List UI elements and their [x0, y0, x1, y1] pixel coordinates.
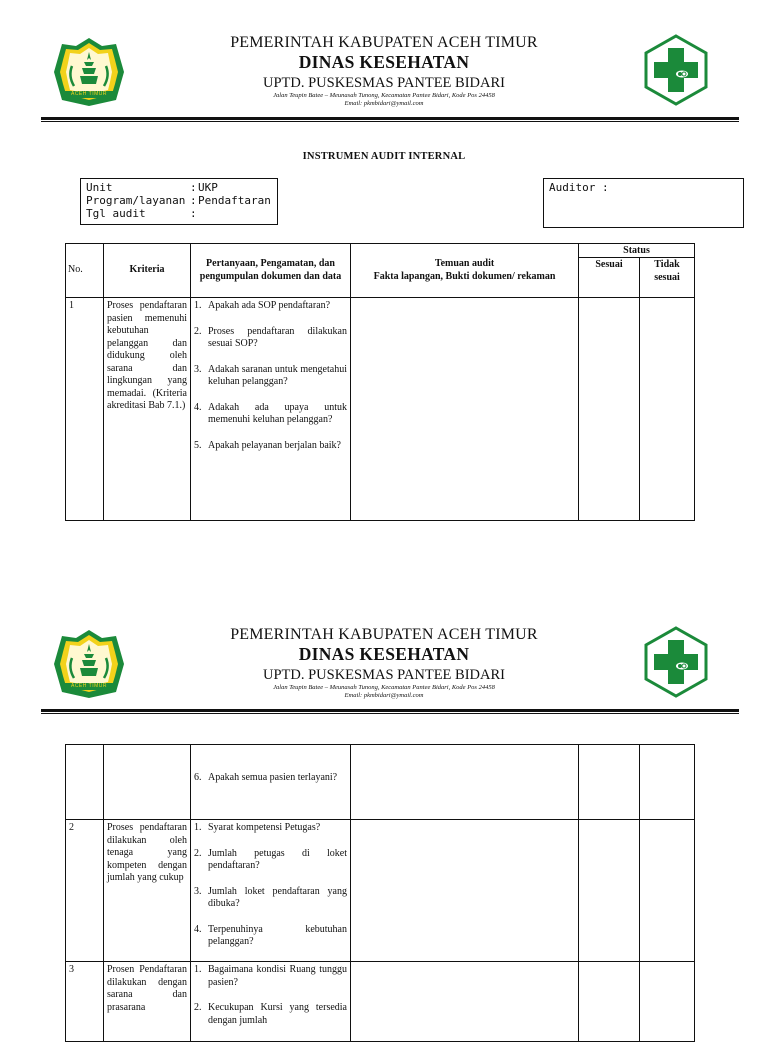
letterhead-text	[150, 34, 618, 108]
row-tidak-sesuai[interactable]	[640, 298, 695, 521]
row-sesuai[interactable]	[579, 962, 640, 1042]
letterhead-page-2	[0, 622, 768, 722]
row-tidak-sesuai[interactable]	[640, 962, 695, 1042]
letterhead-rule	[41, 709, 739, 712]
header-no: No.	[66, 244, 104, 298]
question-item: 1. Apakah ada SOP pendaftaran?	[194, 300, 331, 311]
table-row	[66, 820, 695, 962]
emblem-label: ACEH TIMUR	[70, 683, 108, 689]
question-item: 4. Adakah ada upaya untuk memenuhi keluhan pelanggan?	[194, 401, 347, 425]
header-pertanyaan: Pertanyaan, Pengamatan, dan pengumpulan dokumen dan data	[191, 244, 351, 298]
aceh-timur-emblem-icon	[52, 36, 126, 108]
question-item: 2. Jumlah petugas di loket pendaftaran?	[194, 847, 347, 871]
aceh-timur-emblem-icon	[52, 628, 126, 700]
puskesmas-name: UPTD. PUSKESMAS PANTEE BIDARI	[263, 667, 505, 683]
row-questions	[191, 820, 351, 962]
row-kriteria: Proses pendaftaran pasien memenuhi kebutuhan pelanggan dan didukung oleh sarana dan lingkungan yang memadai. (Kriteria akreditasi Bab 7.1.)	[104, 298, 191, 521]
government-name: PEMERINTAH KABUPATEN ACEH TIMUR	[230, 34, 538, 51]
program-value: Pendaftaran	[198, 194, 271, 207]
question-item: 2. Proses pendaftaran dilakukan sesuai SOP?	[194, 325, 347, 349]
puskesmas-name: UPTD. PUSKESMAS PANTEE BIDARI	[263, 75, 505, 91]
letterhead-rule	[41, 117, 739, 120]
row-kriteria: Prosen Pendaftaran dilakukan dengan sarana dan prasarana	[104, 962, 191, 1042]
unit-label: Unit	[86, 181, 113, 194]
row-kriteria	[104, 745, 191, 820]
row-questions	[191, 298, 351, 521]
audit-table-page-2	[65, 744, 695, 1042]
row-no: 1	[66, 298, 104, 521]
header-sesuai: Sesuai	[579, 258, 640, 298]
program-row: Program/layanan :Pendaftaran	[86, 194, 271, 207]
question-item: 1. Syarat kompetensi Petugas?	[194, 822, 321, 833]
auditor-label: Auditor	[549, 181, 596, 194]
row-temuan[interactable]	[351, 298, 579, 521]
header-temuan	[351, 244, 579, 298]
row-questions	[191, 962, 351, 1042]
question-item: 4. Terpenuhinya kebutuhan pelanggan?	[194, 923, 347, 947]
row-temuan[interactable]	[351, 745, 579, 820]
unit-row: Unit :UKP	[86, 181, 218, 194]
row-sesuai[interactable]	[579, 298, 640, 521]
header-kriteria: Kriteria	[104, 244, 191, 298]
government-name: PEMERINTAH KABUPATEN ACEH TIMUR	[230, 626, 538, 643]
row-kriteria: Proses pendaftaran dilakukan oleh tenaga yang kompeten dengan jumlah yang cukup	[104, 820, 191, 962]
question-item: 6. Apakah semua pasien terlayani?	[194, 772, 338, 783]
unit-value: UKP	[198, 181, 218, 194]
row-tidak-sesuai[interactable]	[640, 745, 695, 820]
audit-info-box	[80, 178, 278, 225]
table-row	[66, 298, 695, 521]
question-item: 2. Kecukupan Kursi yang tersedia dengan jumlah	[194, 1002, 347, 1026]
letterhead-rule-thin	[41, 121, 739, 122]
question-item: 3. Adakah saranan untuk mengetahui keluhan pelanggan?	[194, 363, 347, 387]
department-name: DINAS KESEHATAN	[298, 644, 470, 664]
puskesmas-cross-icon	[644, 626, 708, 698]
emblem-label: ACEH TIMUR	[70, 91, 108, 97]
email-line: Email: pkmbidari@ymail.com	[344, 100, 424, 107]
row-temuan[interactable]	[351, 962, 579, 1042]
header-status: Status	[579, 244, 695, 258]
tgl-audit-label: Tgl audit	[86, 207, 146, 220]
auditor-box: Auditor :	[543, 178, 744, 228]
header-temuan-title: Temuan audit	[434, 258, 495, 269]
letterhead-text	[150, 626, 618, 700]
question-item: 5. Apakah pelayanan berjalan baik?	[194, 439, 341, 451]
document-title: INSTRUMEN AUDIT INTERNAL	[302, 151, 466, 162]
address-line: Jalan Teupin Batee – Meunasah Tunong, Kecamatan Pantee Bidari, Kode Pos 24458	[273, 684, 495, 691]
letterhead-page-1	[0, 30, 768, 130]
letterhead-rule-thin	[41, 713, 739, 714]
row-sesuai[interactable]	[579, 820, 640, 962]
address-line: Jalan Teupin Batee – Meunasah Tunong, Kecamatan Pantee Bidari, Kode Pos 24458	[273, 92, 495, 99]
audit-table-page-1	[65, 243, 695, 521]
tgl-audit-row: Tgl audit :	[86, 207, 197, 220]
table-row	[66, 962, 695, 1042]
row-questions	[191, 745, 351, 820]
email-line: Email: pkmbidari@ymail.com	[344, 692, 424, 699]
row-no: 2	[66, 820, 104, 962]
row-no: 3	[66, 962, 104, 1042]
puskesmas-cross-icon	[644, 34, 708, 106]
question-item: 3. Jumlah loket pendaftaran yang dibuka?	[194, 885, 347, 909]
table-row	[66, 745, 695, 820]
row-sesuai[interactable]	[579, 745, 640, 820]
header-tidak-sesuai: Tidak sesuai	[640, 258, 695, 298]
header-temuan-subtitle: Fakta lapangan, Bukti dokumen/ rekaman	[373, 270, 556, 282]
row-temuan[interactable]	[351, 820, 579, 962]
program-label: Program/layanan	[86, 194, 186, 207]
row-tidak-sesuai[interactable]	[640, 820, 695, 962]
department-name: DINAS KESEHATAN	[298, 52, 470, 72]
question-item: 1. Bagaimana kondisi Ruang tunggu pasien?	[194, 964, 347, 988]
row-no	[66, 745, 104, 820]
